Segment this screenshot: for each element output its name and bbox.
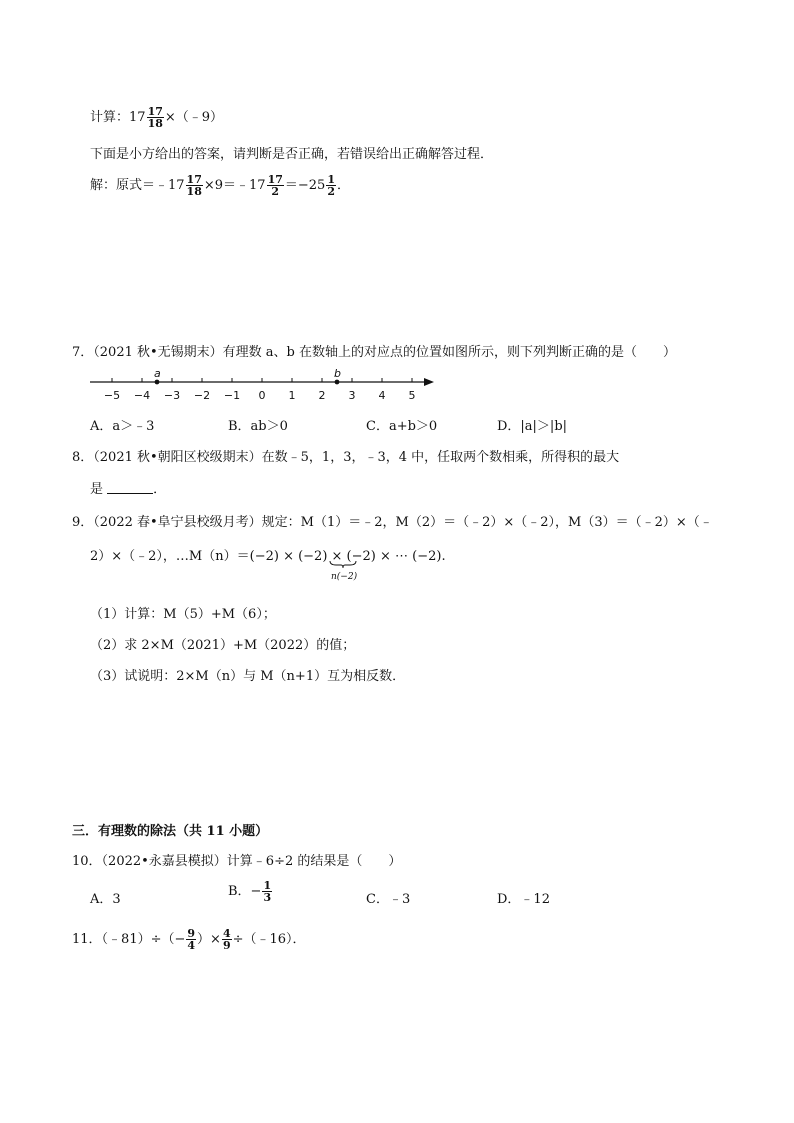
q7-option-c[interactable]: C．a+b＞0	[366, 419, 438, 434]
q11-post: ÷（﹣16）．	[232, 932, 306, 947]
q11-fraction-2	[222, 928, 232, 951]
q10-option-b-pre: B．−	[228, 884, 262, 899]
q8-line-1: 8．（2021 秋•朝阳区校级期末）在数﹣5，1，3，﹣3，4 中，任取两个数相乘，所得积的最大	[72, 450, 620, 465]
q9-sub-2: （2）求 2×M（2021）+M（2022）的值；	[90, 638, 356, 653]
q6-expr-tail: ×（﹣9）	[164, 110, 224, 125]
q11-f1-den: 4	[187, 939, 196, 952]
q6-instruction: 下面是小方给出的答案，请判断是否正确，若错误给出正确解答过程．	[90, 147, 494, 162]
number-line-tick-label: −4	[133, 389, 151, 402]
number-line-tick-label: −5	[103, 389, 121, 402]
underbrace-icon	[329, 560, 357, 568]
q9-product-expression: (−2) × (−2) × (−2) × ⋯ (−2).	[249, 549, 446, 564]
q6-sol-fraction-3	[326, 174, 336, 197]
q9-underbrace-label: n(−2)	[331, 572, 358, 582]
q11-f2-num: 4	[222, 927, 231, 940]
q8-line-2	[90, 478, 166, 497]
q9-sub-1: （1）计算：M（5）+M（6）；	[90, 607, 276, 622]
q6-solution	[90, 174, 350, 197]
number-line-tick-label: 0	[258, 389, 266, 402]
number-line-tick-label: 5	[408, 389, 416, 402]
q6-sol-f3-den: 2	[327, 185, 335, 198]
number-line-tick-label: 1	[288, 389, 296, 402]
q6-sol-f1-num: 17	[186, 173, 202, 186]
q8-answer-blank[interactable]	[107, 481, 153, 494]
number-line-tick-label: 2	[318, 389, 326, 402]
q6-sol-prefix: 解：原式＝﹣17	[90, 178, 185, 193]
q7-stem: 7．（2021 秋•无锡期末）有理数 a、b 在数轴上的对应点的位置如图所示，则下列判断正确的是（ ）	[72, 345, 676, 360]
q10-option-b-num: 1	[263, 879, 272, 892]
point-b-dot	[335, 380, 340, 385]
q6-sol-fraction-2	[267, 174, 284, 197]
q11-expression	[72, 928, 306, 951]
point-a-label: a	[154, 367, 161, 380]
q7-option-d[interactable]: D．|a|＞|b|	[497, 419, 568, 434]
q8-line-2-pre: 是	[90, 482, 104, 497]
number-line-tick-label: −3	[163, 389, 181, 402]
number-line-tick-label: 4	[378, 389, 386, 402]
q9-sub-3: （3）试说明：2×M（n）与 M（n+1）互为相反数．	[90, 669, 406, 684]
q6-sol-f1-den: 18	[186, 185, 202, 198]
q9-line-1: 9．（2022 春•阜宁县校级月考）规定：M（1）＝﹣2，M（2）＝（﹣2）×（﹣2），M（3）＝（﹣2）×（﹣	[72, 515, 713, 530]
q6-expr-whole: 17	[129, 110, 146, 125]
q6-sol-fraction-1	[186, 174, 203, 197]
number-line-tick-label: 3	[348, 389, 356, 402]
q11-f2-den: 9	[222, 939, 231, 952]
q6-calc-line	[90, 106, 223, 129]
q10-option-d[interactable]: D．﹣12	[497, 892, 550, 907]
q11-fraction-1	[186, 928, 196, 951]
q6-sol-f2-num: 17	[267, 173, 283, 186]
q6-sol-f2-den: 2	[271, 185, 280, 198]
q11-mid: ）×	[197, 932, 221, 947]
q6-calc-label: 计算：	[90, 110, 130, 125]
number-line-tick-label: −2	[193, 389, 211, 402]
point-b-label: b	[334, 367, 341, 380]
q7-number-line	[88, 364, 438, 404]
point-a-dot	[155, 380, 160, 385]
q7-option-b[interactable]: B．ab＞0	[228, 419, 288, 434]
q10-option-a[interactable]: A．3	[90, 892, 121, 907]
section-3-title: 三．有理数的除法（共 11 小题）	[72, 824, 269, 839]
q6-expr-num: 17	[147, 105, 163, 118]
q7-option-a[interactable]: A．a＞﹣3	[90, 419, 155, 434]
q10-option-b-den: 3	[263, 891, 272, 904]
q6-sol-mid: ×9＝﹣17	[203, 178, 266, 193]
number-line-tick-label: −1	[223, 389, 241, 402]
q10-option-b-fraction	[262, 880, 272, 903]
q6-expr-den: 18	[147, 117, 163, 130]
q6-expr-fraction	[147, 106, 164, 129]
q10-option-c[interactable]: C．﹣3	[366, 892, 411, 907]
q11-pre: 11．（﹣81）÷（−	[72, 932, 186, 947]
q9-line-2	[90, 545, 446, 564]
q6-sol-f3-num: 1	[327, 173, 335, 186]
number-line-arrow-icon	[424, 378, 434, 386]
q8-line-2-post: ．	[153, 482, 167, 497]
q6-sol-eq: ＝−25	[284, 178, 326, 193]
q11-f1-num: 9	[187, 927, 196, 940]
q6-sol-end: ．	[336, 178, 350, 193]
q10-stem: 10．（2022•永嘉县模拟）计算﹣6÷2 的结果是（ ）	[72, 854, 402, 869]
q10-option-b[interactable]	[228, 880, 273, 903]
q9-line-2-pre: 2）×（﹣2），…M（n）＝	[90, 549, 250, 564]
